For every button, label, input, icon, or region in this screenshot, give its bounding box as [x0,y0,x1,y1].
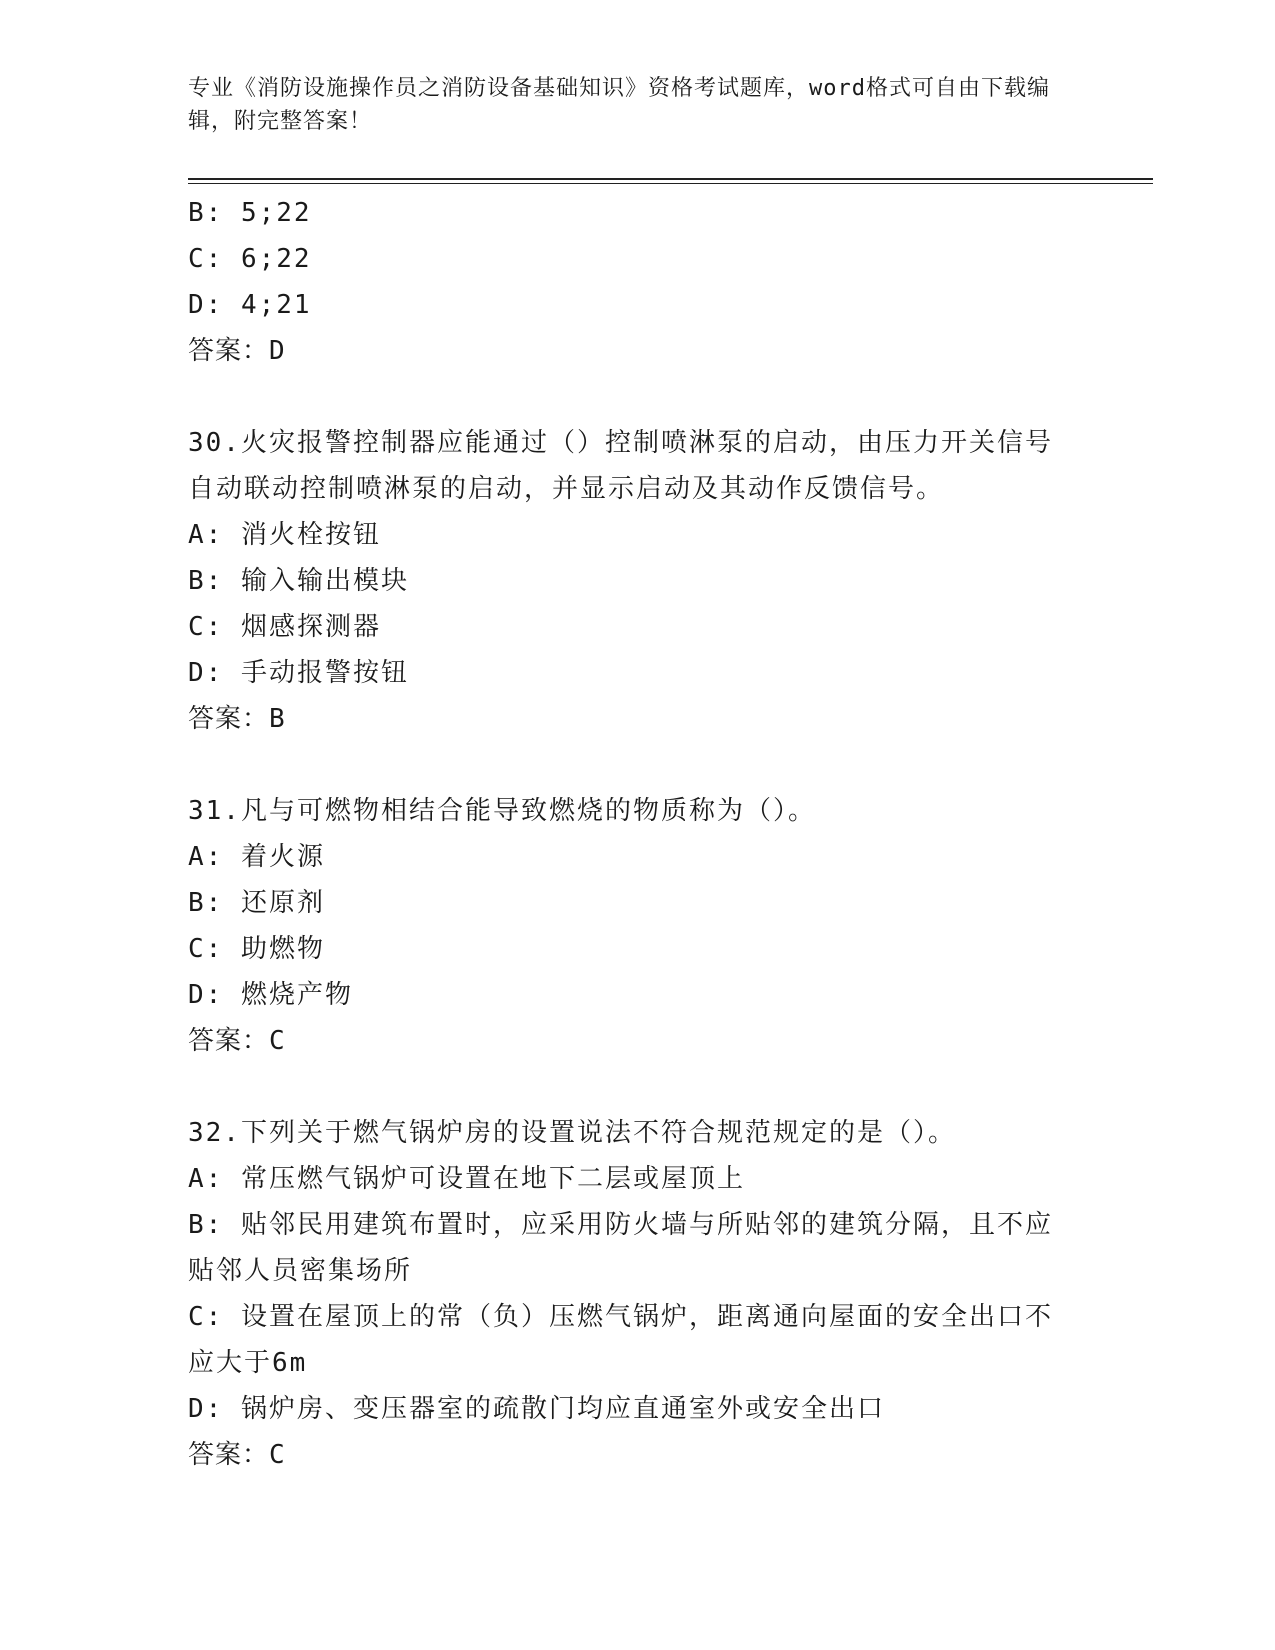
question-31 [188,788,1088,1064]
document-header: 专业《消防设施操作员之消防设备基础知识》资格考试题库，word格式可自由下载编辑，附完整答案！ [188,76,1050,134]
option-d: D: 燃烧产物 [188,980,353,1010]
spacer [188,742,1088,788]
spacer [188,374,1088,420]
option-b: B: 还原剂 [188,888,325,918]
option-a: A: 消火栓按钮 [188,520,381,550]
option-c: C: 助燃物 [188,934,325,964]
option-b: B: 输入输出模块 [188,566,409,596]
header-divider-thick [188,178,1153,180]
option-c: C: 烟感探测器 [188,612,381,642]
option-c: C: 6;22 [188,244,312,274]
question-30 [188,420,1088,742]
option-d: D: 手动报警按钮 [188,658,409,688]
question-content [188,190,1088,1478]
option-c: C: 设置在屋顶上的常（负）压燃气锅炉，距离通向屋面的安全出口不 应大于6m [188,1302,1053,1378]
option-a: A: 常压燃气锅炉可设置在地下二层或屋顶上 [188,1164,745,1194]
option-b: B: 贴邻民用建筑布置时，应采用防火墙与所贴邻的建筑分隔，且不应 贴邻人员密集场所 [188,1210,1053,1286]
option-d: D: 4;21 [188,290,312,320]
question-stem-line: 31.凡与可燃物相结合能导致燃烧的物质称为（）。 [188,796,816,826]
option-a: A: 着火源 [188,842,325,872]
question-stem-line: 32.下列关于燃气锅炉房的设置说法不符合规范规定的是（）。 [188,1118,956,1148]
option-b: B: 5;22 [188,198,312,228]
question-stem-line: 30.火灾报警控制器应能通过（）控制喷淋泵的启动，由压力开关信号 [188,428,1053,458]
answer-line: 答案：C [188,1026,286,1056]
spacer [188,1064,1088,1110]
answer-line: 答案：C [188,1440,286,1470]
answer-line: 答案：B [188,704,286,734]
option-d: D: 锅炉房、变压器室的疏散门均应直通室外或安全出口 [188,1394,885,1424]
question-32 [188,1110,1088,1478]
answer-line: 答案：D [188,336,286,366]
header-divider-thin [188,183,1153,184]
question-stem-line: 自动联动控制喷淋泵的启动，并显示启动及其动作反馈信号。 [188,474,945,504]
prev-question-block [188,190,1088,374]
